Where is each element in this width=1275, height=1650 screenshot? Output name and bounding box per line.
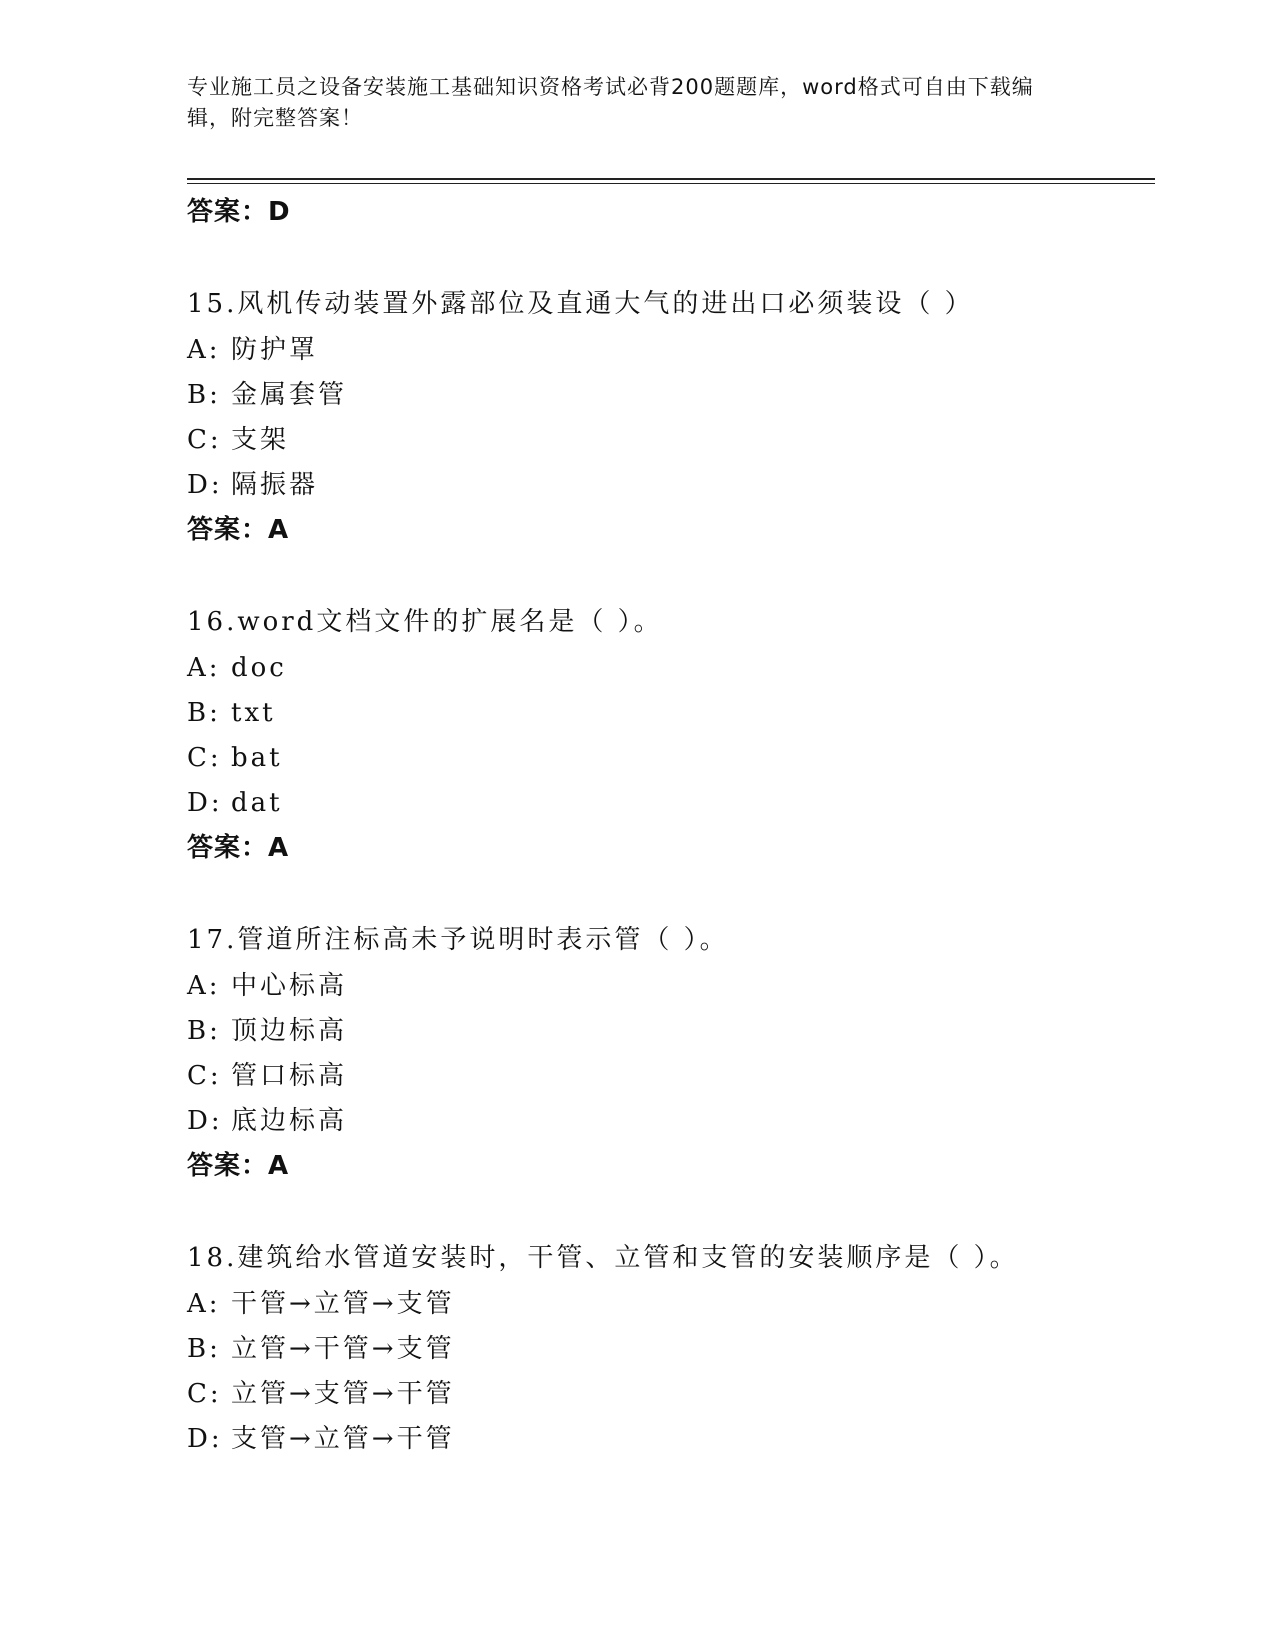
option-d [187,1417,1187,1462]
option-text: 管口标高 [231,1061,348,1091]
option-a [187,328,1187,373]
option-b [187,373,1187,418]
question-list [187,190,1187,1462]
option-text: 隔振器 [231,470,319,500]
option-c [187,418,1187,463]
question-16 [187,600,1187,870]
option-label: A: [187,653,221,683]
option-c [187,1372,1187,1417]
question-answer: 答案：A [187,1151,290,1181]
option-text: dat [231,788,283,818]
question-title: 16.word文档文件的扩展名是（ ）。 [187,607,663,637]
option-label: C: [187,1061,222,1091]
question-title: 17.管道所注标高未予说明时表示管（ ）。 [187,925,729,955]
option-label: A: [187,971,221,1001]
option-text: 中心标高 [231,971,348,1001]
option-label: B: [187,380,221,410]
question-15 [187,282,1187,552]
option-label: D: [187,470,223,500]
question-answer: 答案：A [187,515,290,545]
option-a [187,964,1187,1009]
option-label: C: [187,1379,222,1409]
option-text: 支架 [231,425,290,455]
option-b [187,1327,1187,1372]
option-text: 干管→立管→支管 [231,1289,455,1319]
option-a [187,646,1187,691]
option-label: B: [187,698,221,728]
option-c [187,736,1187,781]
option-label: C: [187,743,222,773]
question-answer: 答案：A [187,833,290,863]
question-18 [187,1236,1187,1462]
option-label: A: [187,335,221,365]
option-label: C: [187,425,222,455]
option-text: 立管→支管→干管 [231,1379,455,1409]
question-title: 18.建筑给水管道安装时，干管、立管和支管的安装顺序是（ ）。 [187,1243,1019,1273]
option-text: 顶边标高 [231,1016,348,1046]
option-b [187,1009,1187,1054]
option-a [187,1282,1187,1327]
header-divider-thick [187,178,1155,180]
option-text: doc [231,653,287,683]
option-text: 支管→立管→干管 [231,1424,455,1454]
option-text: 立管→干管→支管 [231,1334,455,1364]
option-d [187,1099,1187,1144]
document-header: 专业施工员之设备安装施工基础知识资格考试必背200题题库，word格式可自由下载编辑，附完整答案！ [187,75,1034,130]
option-d [187,781,1187,826]
option-text: 金属套管 [231,380,348,410]
question-title: 15.风机传动装置外露部位及直通大气的进出口必须装设（ ） [187,289,974,319]
option-label: D: [187,788,223,818]
option-b [187,691,1187,736]
header-divider-thin [187,183,1155,184]
question-17 [187,918,1187,1188]
option-text: 底边标高 [231,1106,348,1136]
option-label: D: [187,1424,223,1454]
option-label: B: [187,1016,221,1046]
option-text: bat [231,743,283,773]
option-label: B: [187,1334,221,1364]
option-d [187,463,1187,508]
option-text: 防护罩 [231,335,319,365]
option-text: txt [231,698,276,728]
option-label: D: [187,1106,223,1136]
previous-answer: 答案：D [187,197,291,227]
option-c [187,1054,1187,1099]
option-label: A: [187,1289,221,1319]
